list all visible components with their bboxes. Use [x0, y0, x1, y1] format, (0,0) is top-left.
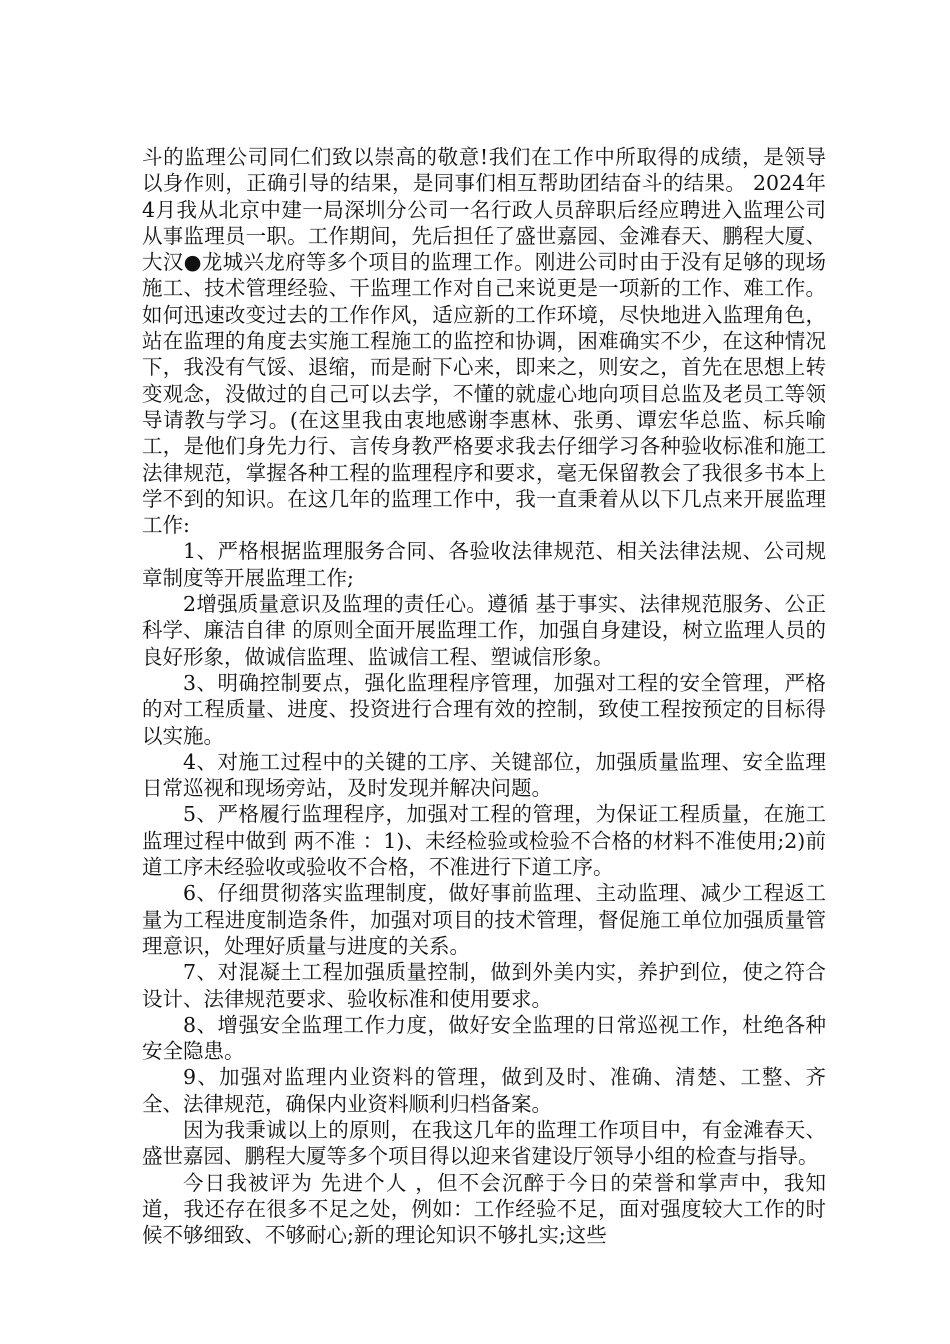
paragraph-item-9: 9、加强对监理内业资料的管理，做到及时、准确、清楚、工整、齐全、法律规范，确保内业资料顺利归档备案。: [142, 1065, 826, 1116]
paragraph-opening: 斗的监理公司同仁们致以崇高的敬意!我们在工作中所取得的成绩，是领导以身作则，正确引导的结果，是同事们相互帮助团结奋斗的结果。 2024年4月我从北京中建一局深圳分公司一名行政人员辞职后经应聘进入监理公司从事监理员一职。工作期间，先后担任了盛世嘉园、金滩春天、鹏程大厦、大汉●龙城兴龙府等多个项目的监理工作。刚进公司时由于没有足够的现场施工、技术管理经验、干监理工作对自己来说更是一项新的工作、难工作。如何迅速改变过去的工作作风，适应新的工作环境，尽快地进入监理角色，站在监理的角度去实施工程施工的监控和协调，困难确实不少，在这种情况下，我没有气馁、退缩，而是耐下心来，即来之，则安之，首先在思想上转变观念，没做过的自己可以去学，不懂的就虚心地向项目总监及老员工等领导请教与学习。(在这里我由衷地感谢李惠林、张勇、谭宏华总监、标兵喻工，是他们身先力行、言传身教严格要求我去仔细学习各种验收标准和施工法律规范，掌握各种工程的监理程序和要求，毫无保留教会了我很多书本上学不到的知识。在这几年的监理工作中，我一直秉着从以下几点来开展监理工作:: [142, 145, 826, 538]
paragraph-item-1: 1、严格根据监理服务合同、各验收法律规范、相关法律法规、公司规章制度等开展监理工作;: [142, 539, 826, 590]
paragraph-projects: 因为我秉诚以上的原则，在我这几年的监理工作项目中，有金滩春天、盛世嘉园、鹏程大厦等多个项目得以迎来省建设厅领导小组的检查与指导。: [142, 1117, 826, 1169]
paragraph-honor: 今日我被评为 先进个人 ，但不会沉醉于今日的荣誉和掌声中，我知道，我还存在很多不足之处，例如：工作经验不足，面对强度较大工作的时候不够细致、不够耐心;新的理论知识不够扎实;这些: [142, 1170, 826, 1248]
paragraph-item-6: 6、仔细贯彻落实监理制度，做好事前监理、主动监理、减少工程返工量为工程进度制造条件，加强对项目的技术管理，督促施工单位加强质量管理意识，处理好质量与进度的关系。: [142, 881, 826, 958]
paragraph-item-2: 2增强质量意识及监理的责任心。遵循 基于事实、法律规范服务、公正科学、廉洁自律 的原则全面开展监理工作，加强自身建设，树立监理人员的良好形象，做诚信监理、监诚信工程、塑诚信形象。: [142, 592, 826, 669]
document-body: [142, 144, 826, 1248]
paragraph-item-5: 5、严格履行监理程序，加强对工程的管理，为保证工程质量，在施工监理过程中做到 两不准 ：1)、未经检验或检验不合格的材料不准使用;2)前道工序未经验收或验收不合格，不准进行下道工序。: [142, 802, 826, 880]
paragraph-item-4: 4、对施工过程中的关键的工序、关键部位，加强质量监理、安全监理日常巡视和现场旁站，及时发现并解决问题。: [142, 749, 826, 801]
paragraph-item-7: 7、对混凝土工程加强质量控制，做到外美内实，养护到位，使之符合设计、法律规范要求、验收标准和使用要求。: [142, 960, 826, 1011]
paragraph-item-3: 3、明确控制要点，强化监理程序管理，加强对工程的安全管理，严格的对工程质量、进度、投资进行合理有效的控制，致使工程按预定的目标得以实施。: [142, 670, 826, 748]
paragraph-item-8: 8、增强安全监理工作力度，做好安全监理的日常巡视工作，杜绝各种安全隐患。: [142, 1012, 826, 1064]
